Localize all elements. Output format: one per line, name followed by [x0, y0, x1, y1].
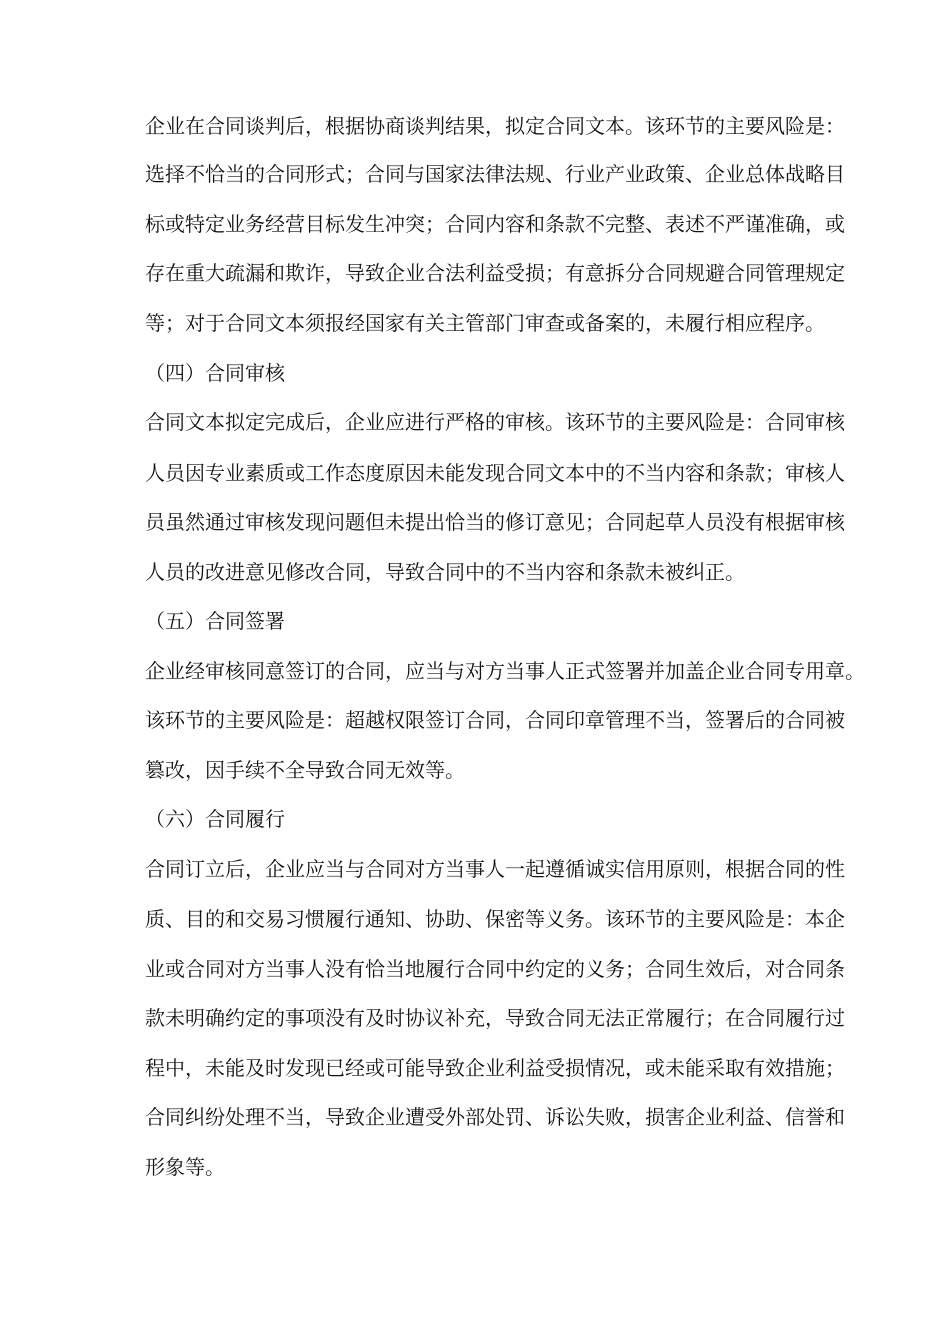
paragraph-line: 合同订立后，企业应当与合同对方当事人一起遵循诚实信用原则，根据合同的性 [145, 857, 845, 881]
section-heading: （五）合同签署 [145, 609, 285, 633]
paragraph-line: 人员的改进意见修改合同，导致合同中的不当内容和条款未被纠正。 [145, 560, 745, 584]
paragraph-line: 合同纠纷处理不当，导致企业遭受外部处罚、诉讼失败，损害企业利益、信誉和 [145, 1105, 845, 1129]
paragraph-line: 业或合同对方当事人没有恰当地履行合同中约定的义务；合同生效后，对合同条 [145, 957, 845, 981]
paragraph-line: 形象等。 [145, 1155, 225, 1179]
paragraph-line: 选择不恰当的合同形式；合同与国家法律法规、行业产业政策、企业总体战略目 [145, 162, 845, 186]
paragraph-line: 企业经审核同意签订的合同，应当与对方当事人正式签署并加盖企业合同专用章。 [145, 659, 865, 683]
paragraph-line: 款未明确约定的事项没有及时协议补充，导致合同无法正常履行；在合同履行过 [145, 1006, 845, 1030]
paragraph-line: 等；对于合同文本须报经国家有关主管部门审查或备案的，未履行相应程序。 [145, 311, 825, 335]
paragraph-line: 存在重大疏漏和欺诈，导致企业合法利益受损；有意拆分合同规避合同管理规定 [145, 261, 845, 285]
paragraph-line: 该环节的主要风险是：超越权限签订合同，合同印章管理不当，签署后的合同被 [145, 708, 845, 732]
paragraph-line: 合同文本拟定完成后，企业应进行严格的审核。该环节的主要风险是：合同审核 [145, 410, 845, 434]
section-heading: （六）合同履行 [145, 807, 285, 831]
paragraph-line: 员虽然通过审核发现问题但未提出恰当的修订意见；合同起草人员没有根据审核 [145, 510, 845, 534]
paragraph-line: 质、目的和交易习惯履行通知、协助、保密等义务。该环节的主要风险是：本企 [145, 907, 845, 931]
paragraph-line: 企业在合同谈判后，根据协商谈判结果，拟定合同文本。该环节的主要风险是： [145, 114, 845, 138]
paragraph-line: 标或特定业务经营目标发生冲突；合同内容和条款不完整、表述不严谨准确，或 [145, 212, 845, 236]
paragraph-line: 程中，未能及时发现已经或可能导致企业利益受损情况，或未能采取有效措施； [145, 1056, 845, 1080]
paragraph-line: 篡改，因手续不全导致合同无效等。 [145, 758, 465, 782]
section-heading: （四）合同审核 [145, 361, 285, 385]
paragraph-line: 人员因专业素质或工作态度原因未能发现合同文本中的不当内容和条款；审核人 [145, 461, 845, 485]
